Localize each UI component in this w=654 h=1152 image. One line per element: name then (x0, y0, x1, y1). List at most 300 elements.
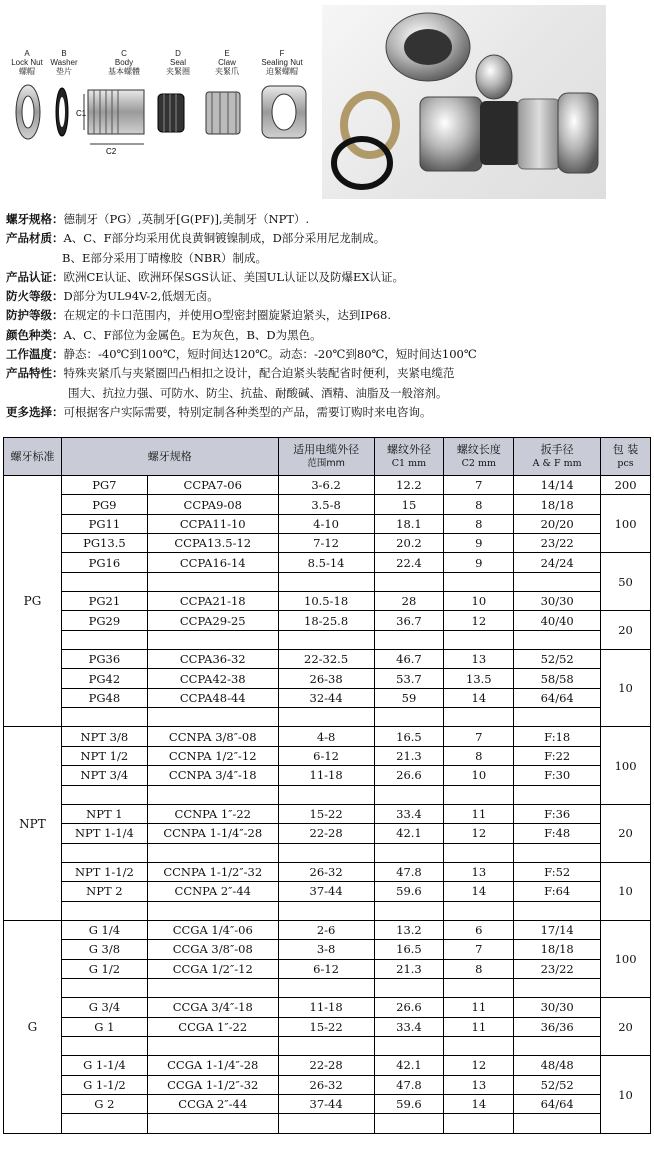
table-row (4, 514, 651, 533)
table-spacer-row (4, 708, 651, 727)
wrench-cell: F:52 (514, 862, 601, 881)
c2-cell (444, 785, 514, 804)
c2-cell: 14 (444, 1095, 514, 1114)
cable-range-cell: 7-12 (278, 534, 374, 553)
wrench-cell: 23/22 (514, 534, 601, 553)
spec-line (6, 326, 650, 345)
thread-type-cell: NPT 3/4 (61, 766, 147, 785)
c1-cell (374, 1036, 444, 1055)
table-row (4, 804, 651, 823)
model-cell: CCNPA 1-1/2″-32 (147, 862, 278, 881)
table-spacer-row (4, 785, 651, 804)
c2-cell: 12 (444, 824, 514, 843)
c2-cell: 13 (444, 862, 514, 881)
product-diagram-area (0, 0, 654, 205)
wrench-cell (514, 630, 601, 649)
c1-cell: 16.5 (374, 940, 444, 959)
spec-value: 在规定的卡口范围内，并使用O型密封圈旋紧迫紧头，达到IP68. (63, 308, 391, 323)
model-cell (147, 843, 278, 862)
table-row (4, 1017, 651, 1036)
thread-type-cell (61, 708, 147, 727)
c1-cell: 21.3 (374, 959, 444, 978)
c1-cell (374, 843, 444, 862)
cable-range-cell: 4-8 (278, 727, 374, 746)
wrench-cell: F:64 (514, 882, 601, 901)
spec-key: 颜色种类： (6, 327, 64, 342)
model-cell: CCPA13.5-12 (147, 534, 278, 553)
table-row (4, 920, 651, 939)
thread-type-cell: NPT 1-1/4 (61, 824, 147, 843)
wrench-cell: 14/14 (514, 476, 601, 495)
spec-value: 可根据客户实际需要，特别定制各种类型的产品，需要订购时来电咨询。 (63, 404, 432, 419)
model-cell (147, 1114, 278, 1133)
cable-range-cell: 37-44 (278, 1095, 374, 1114)
spec-line (6, 287, 650, 306)
model-cell: CCNPA 3/8″-08 (147, 727, 278, 746)
c2-cell (444, 1036, 514, 1055)
cable-range-cell: 26-32 (278, 1075, 374, 1094)
cable-range-cell: 22-32.5 (278, 650, 374, 669)
c1-cell: 42.1 (374, 1056, 444, 1075)
cable-range-cell (278, 978, 374, 997)
pack-qty-cell: 200 (601, 476, 651, 495)
model-cell (147, 572, 278, 591)
table-row (4, 553, 651, 572)
model-cell (147, 630, 278, 649)
spec-line (6, 364, 650, 383)
c2-cell: 11 (444, 804, 514, 823)
thread-type-cell: PG42 (61, 669, 147, 688)
thread-type-cell: PG36 (61, 650, 147, 669)
model-cell (147, 708, 278, 727)
c1-cell: 59 (374, 688, 444, 707)
thread-type-cell: G 1-1/4 (61, 1056, 147, 1075)
c1-cell (374, 901, 444, 920)
c1-cell: 16.5 (374, 727, 444, 746)
c1-cell: 36.7 (374, 611, 444, 630)
cable-range-cell (278, 708, 374, 727)
model-cell: CCPA11-10 (147, 514, 278, 533)
header-c1: 螺纹外径 C1 mm (374, 438, 444, 476)
lock-nut-drawing (16, 85, 40, 139)
thread-type-cell: PG7 (61, 476, 147, 495)
thread-type-cell: G 1/4 (61, 920, 147, 939)
wrench-cell: 18/18 (514, 495, 601, 514)
table-row (4, 882, 651, 901)
model-cell: CCGA 3/8″-08 (147, 940, 278, 959)
spec-value: 欧洲CE认证、欧洲环保SGS认证、美国UL认证以及防爆EX认证。 (63, 269, 405, 284)
spec-line (6, 249, 650, 268)
c2-cell: 8 (444, 495, 514, 514)
wrench-cell (514, 843, 601, 862)
table-row (4, 476, 651, 495)
model-cell: CCPA7-06 (147, 476, 278, 495)
c1-cell: 42.1 (374, 824, 444, 843)
thread-type-cell: NPT 1 (61, 804, 147, 823)
thread-type-cell (61, 1114, 147, 1133)
cable-range-cell (278, 785, 374, 804)
pack-qty-cell: 20 (601, 998, 651, 1056)
model-cell: CCGA 2″-44 (147, 1095, 278, 1114)
table-row (4, 669, 651, 688)
model-cell: CCPA42-38 (147, 669, 278, 688)
thread-type-cell: NPT 1-1/2 (61, 862, 147, 881)
c2-cell (444, 901, 514, 920)
spec-value: B、E部分采用丁晴橡胶（NBR）制成。 (62, 250, 268, 265)
c1-cell: 33.4 (374, 804, 444, 823)
cable-range-cell: 3-6.2 (278, 476, 374, 495)
model-cell: CCGA 1-1/2″-32 (147, 1075, 278, 1094)
table-row (4, 862, 651, 881)
c2-cell (444, 1114, 514, 1133)
table-row (4, 1056, 651, 1075)
wrench-cell (514, 978, 601, 997)
cable-range-cell: 6-12 (278, 959, 374, 978)
c2-cell (444, 572, 514, 591)
thread-standard-cell: PG (4, 476, 62, 727)
c1-cell (374, 785, 444, 804)
model-cell: CCPA36-32 (147, 650, 278, 669)
c2-cell: 9 (444, 553, 514, 572)
c2-cell: 8 (444, 746, 514, 765)
thread-type-cell: PG21 (61, 592, 147, 611)
c1-cell: 47.8 (374, 1075, 444, 1094)
c2-cell: 7 (444, 476, 514, 495)
claw-drawing (206, 92, 240, 134)
thread-type-cell: PG29 (61, 611, 147, 630)
table-spacer-row (4, 1036, 651, 1055)
model-cell (147, 1036, 278, 1055)
spec-value: 特殊夹紧爪与夹紧圈凹凸相扣之设计，配合迫紧头装配省时便利，夹紧电缆范 (63, 366, 455, 381)
model-cell: CCNPA 1/2″-12 (147, 746, 278, 765)
part-label-f: F Sealing Nut 迫緊螺帽 (261, 49, 303, 76)
thread-type-cell (61, 901, 147, 920)
pack-qty-cell: 50 (601, 553, 651, 611)
wrench-cell: F:22 (514, 746, 601, 765)
spec-value: A、C、F部分均采用优良黄铜镀镍制成，D部分采用尼龙制成。 (63, 231, 386, 246)
model-cell: CCNPA 1-1/4″-28 (147, 824, 278, 843)
thread-type-cell: NPT 1/2 (61, 746, 147, 765)
spec-value: 静态：-40℃到100℃，短时间达120℃。动态：-20℃到80℃，短时间达100℃ (63, 347, 477, 362)
part-label-a: A Lock Nut 螺帽 (11, 49, 43, 76)
c2-cell (444, 630, 514, 649)
spec-line (6, 345, 650, 364)
c1-cell: 15 (374, 495, 444, 514)
c2-cell: 10 (444, 766, 514, 785)
cable-range-cell (278, 901, 374, 920)
model-cell (147, 785, 278, 804)
pack-qty-cell: 100 (601, 920, 651, 997)
svg-text:C2: C2 (106, 147, 117, 156)
wrench-cell: 64/64 (514, 688, 601, 707)
thread-type-cell (61, 843, 147, 862)
thread-type-cell (61, 572, 147, 591)
c2-cell: 9 (444, 534, 514, 553)
spec-key: 产品认证： (6, 269, 64, 284)
model-cell: CCNPA 2″-44 (147, 882, 278, 901)
cable-range-cell (278, 1114, 374, 1133)
c1-cell: 46.7 (374, 650, 444, 669)
washer-drawing (56, 88, 68, 136)
c2-cell: 14 (444, 688, 514, 707)
wrench-cell: 58/58 (514, 669, 601, 688)
wrench-cell: 36/36 (514, 1017, 601, 1036)
cable-range-cell: 26-32 (278, 862, 374, 881)
thread-type-cell: NPT 3/8 (61, 727, 147, 746)
table-spacer-row (4, 1114, 651, 1133)
wrench-cell: 18/18 (514, 940, 601, 959)
table-row (4, 727, 651, 746)
pack-qty-cell: 20 (601, 611, 651, 650)
c1-cell (374, 708, 444, 727)
c1-cell: 13.2 (374, 920, 444, 939)
table-row (4, 534, 651, 553)
c1-cell: 26.6 (374, 998, 444, 1017)
part-label-b: B Washer 垫片 (50, 49, 78, 76)
c1-cell (374, 1114, 444, 1133)
c1-cell: 26.6 (374, 766, 444, 785)
wrench-cell: 52/52 (514, 1075, 601, 1094)
c1-cell (374, 630, 444, 649)
cable-range-cell: 11-18 (278, 998, 374, 1017)
c2-cell: 7 (444, 940, 514, 959)
c1-cell: 21.3 (374, 746, 444, 765)
table-spacer-row (4, 843, 651, 862)
cable-range-cell: 11-18 (278, 766, 374, 785)
spec-value: 围大、抗拉力强、可防水、防尘、抗盐、耐酸碱、酒精、油脂及一般溶剂。 (68, 385, 448, 400)
thread-type-cell (61, 978, 147, 997)
c2-cell (444, 708, 514, 727)
spec-key: 工作温度： (6, 347, 64, 362)
c1-cell: 59.6 (374, 1095, 444, 1114)
thread-type-cell: PG16 (61, 553, 147, 572)
cable-range-cell (278, 572, 374, 591)
c2-cell (444, 978, 514, 997)
c2-cell: 8 (444, 514, 514, 533)
spec-table (3, 437, 651, 1134)
spec-line (6, 268, 650, 287)
sealing-nut-drawing (262, 86, 306, 138)
spec-key: 防火等级： (6, 289, 64, 304)
wrench-cell (514, 785, 601, 804)
model-cell: CCGA 1/4″-06 (147, 920, 278, 939)
c2-cell: 11 (444, 1017, 514, 1036)
wrench-cell: F:18 (514, 727, 601, 746)
cable-range-cell: 10.5-18 (278, 592, 374, 611)
wrench-cell: F:30 (514, 766, 601, 785)
model-cell: CCPA9-08 (147, 495, 278, 514)
part-label-d: D Seal 夹緊圈 (166, 49, 190, 76)
wrench-cell: 64/64 (514, 1095, 601, 1114)
header-c2: 螺纹长度 C2 mm (444, 438, 514, 476)
cable-range-cell: 37-44 (278, 882, 374, 901)
thread-standard-cell: NPT (4, 727, 62, 920)
model-cell: CCPA29-25 (147, 611, 278, 630)
table-row (4, 688, 651, 707)
spec-line (6, 384, 650, 403)
wrench-cell (514, 1114, 601, 1133)
thread-type-cell: PG9 (61, 495, 147, 514)
cable-range-cell: 22-28 (278, 824, 374, 843)
table-row (4, 592, 651, 611)
table-spacer-row (4, 978, 651, 997)
wrench-cell: F:36 (514, 804, 601, 823)
c1-cell: 53.7 (374, 669, 444, 688)
model-cell (147, 901, 278, 920)
c1-cell: 47.8 (374, 862, 444, 881)
thread-type-cell (61, 785, 147, 804)
c2-cell: 13 (444, 1075, 514, 1094)
thread-type-cell: G 1 (61, 1017, 147, 1036)
c1-cell: 33.4 (374, 1017, 444, 1036)
spec-key: 更多选择： (6, 404, 64, 419)
spec-line (6, 229, 650, 248)
thread-type-cell: G 2 (61, 1095, 147, 1114)
c2-cell: 13 (444, 650, 514, 669)
c2-cell: 13.5 (444, 669, 514, 688)
cable-range-cell (278, 630, 374, 649)
wrench-cell: 23/22 (514, 959, 601, 978)
cable-range-cell: 15-22 (278, 804, 374, 823)
cable-range-cell: 22-28 (278, 1056, 374, 1075)
header-wrench: 扳手径 A & F mm (514, 438, 601, 476)
table-spacer-row (4, 901, 651, 920)
wrench-cell: F:48 (514, 824, 601, 843)
pack-qty-cell: 100 (601, 495, 651, 553)
header-std: 螺牙标准 (4, 438, 62, 476)
c2-cell: 10 (444, 592, 514, 611)
wrench-cell: 17/14 (514, 920, 601, 939)
thread-type-cell: G 3/4 (61, 998, 147, 1017)
cable-range-cell: 32-44 (278, 688, 374, 707)
thread-type-cell: PG48 (61, 688, 147, 707)
model-cell: CCPA48-44 (147, 688, 278, 707)
cable-range-cell: 15-22 (278, 1017, 374, 1036)
header-pack: 包 装 pcs (601, 438, 651, 476)
table-row (4, 940, 651, 959)
cable-range-cell: 2-6 (278, 920, 374, 939)
cable-range-cell: 3.5-8 (278, 495, 374, 514)
thread-type-cell: NPT 2 (61, 882, 147, 901)
c2-cell: 12 (444, 1056, 514, 1075)
table-row (4, 1075, 651, 1094)
cable-range-cell (278, 843, 374, 862)
pack-qty-cell: 20 (601, 804, 651, 862)
wrench-cell: 52/52 (514, 650, 601, 669)
cable-range-cell: 18-25.8 (278, 611, 374, 630)
table-row (4, 998, 651, 1017)
spec-key: 产品材质： (6, 231, 64, 246)
spec-value: 德制牙（PG）,英制牙[G(PF)],美制牙（NPT）. (63, 212, 310, 226)
c2-cell: 8 (444, 959, 514, 978)
header-spec: 螺牙规格 (61, 438, 278, 476)
cable-range-cell: 6-12 (278, 746, 374, 765)
exploded-view-drawing (0, 80, 320, 190)
table-row (4, 1095, 651, 1114)
table-row (4, 650, 651, 669)
thread-type-cell: PG11 (61, 514, 147, 533)
spec-line (6, 210, 650, 229)
cable-range-cell: 3-8 (278, 940, 374, 959)
c1-cell: 18.1 (374, 514, 444, 533)
thread-type-cell: PG13.5 (61, 534, 147, 553)
header-range: 适用电缆外径 范围mm (278, 438, 374, 476)
model-cell: CCGA 1/2″-12 (147, 959, 278, 978)
wrench-cell (514, 708, 601, 727)
pack-qty-cell: 10 (601, 650, 651, 727)
c1-cell: 59.6 (374, 882, 444, 901)
thread-standard-cell: G (4, 920, 62, 1133)
svg-text:C1: C1 (76, 109, 87, 118)
table-row (4, 746, 651, 765)
wrench-cell (514, 572, 601, 591)
model-cell: CCGA 1-1/4″-28 (147, 1056, 278, 1075)
thread-type-cell: G 3/8 (61, 940, 147, 959)
c2-cell: 12 (444, 611, 514, 630)
c1-cell (374, 572, 444, 591)
c2-cell (444, 843, 514, 862)
spec-key: 螺牙规格： (6, 212, 64, 226)
table-row (4, 611, 651, 630)
c1-cell: 28 (374, 592, 444, 611)
spec-value: A、C、F部位为金属色。E为灰色，B、D为黑色。 (63, 327, 322, 342)
table-row (4, 824, 651, 843)
body-drawing (76, 90, 144, 156)
table-row (4, 959, 651, 978)
pack-qty-cell: 100 (601, 727, 651, 804)
model-cell (147, 978, 278, 997)
pack-qty-cell: 10 (601, 862, 651, 920)
c1-cell: 20.2 (374, 534, 444, 553)
seal-drawing (158, 94, 184, 132)
specification-text (6, 210, 650, 422)
c1-cell: 12.2 (374, 476, 444, 495)
thread-type-cell (61, 1036, 147, 1055)
spec-value: D部分为UL94V-2,低烟无卤。 (63, 289, 219, 304)
spec-line (6, 403, 650, 422)
cable-range-cell: 26-38 (278, 669, 374, 688)
part-label-e: E Claw 夹緊爪 (215, 49, 239, 76)
product-photo (322, 5, 606, 199)
c1-cell (374, 978, 444, 997)
c1-cell: 22.4 (374, 553, 444, 572)
table-spacer-row (4, 572, 651, 591)
cable-range-cell (278, 1036, 374, 1055)
wrench-cell: 24/24 (514, 553, 601, 572)
spec-key: 防护等级： (6, 308, 64, 323)
table-spacer-row (4, 630, 651, 649)
wrench-cell: 40/40 (514, 611, 601, 630)
model-cell: CCNPA 3/4″-18 (147, 766, 278, 785)
c2-cell: 6 (444, 920, 514, 939)
spec-key: 产品特性： (6, 366, 64, 381)
wrench-cell: 30/30 (514, 592, 601, 611)
table-row (4, 766, 651, 785)
wrench-cell (514, 901, 601, 920)
c2-cell: 11 (444, 998, 514, 1017)
spec-line (6, 306, 650, 325)
thread-type-cell: G 1/2 (61, 959, 147, 978)
table-row (4, 495, 651, 514)
thread-type-cell (61, 630, 147, 649)
wrench-cell: 30/30 (514, 998, 601, 1017)
table-header-row (4, 438, 651, 476)
wrench-cell: 20/20 (514, 514, 601, 533)
model-cell: CCPA21-18 (147, 592, 278, 611)
wrench-cell (514, 1036, 601, 1055)
c2-cell: 14 (444, 882, 514, 901)
wrench-cell: 48/48 (514, 1056, 601, 1075)
